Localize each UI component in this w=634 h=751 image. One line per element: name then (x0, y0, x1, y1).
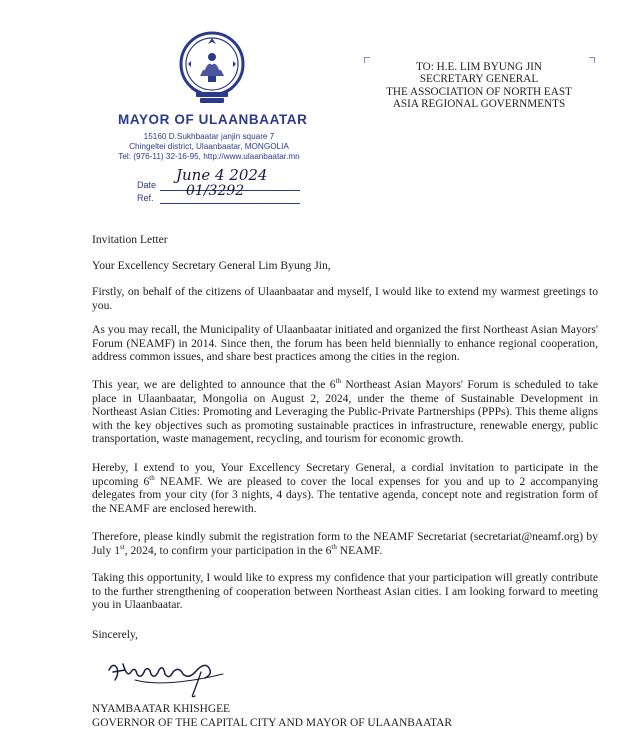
paragraph-forum-announcement (92, 378, 598, 446)
signatory-name: NYAMBAATAR KHISHGEE (92, 703, 230, 715)
superscript: th (335, 377, 342, 386)
text-run: , 2024, to confirm your participation in the 6 (124, 543, 332, 557)
text-run: NEAMF. (336, 543, 383, 557)
address-corner-mark (589, 57, 595, 63)
handwritten-signature (105, 658, 235, 700)
text-run: This year, we are delighted to announce that the 6 (92, 378, 336, 391)
paragraph-history: As you may recall, the Municipality of Ulaanbaatar initiated and organized the first Northeast Asian Mayors' Forum (NEAMF) in 2014. Since then, the forum has been held biennially to enhance regional cooperation, address common issues, and share best practices among the cities in the region. (92, 323, 598, 364)
text-run: Therefore, please kindly submit the registration form to the NEAMF Secretariat (secretariat@neamf.org) by July 1 (92, 530, 598, 557)
text-run: Hereby, I extend to you, Your Excellency Secretary General, a cordial invitation to participate in the upcoming 6 (92, 461, 598, 488)
address-line: Chingeltei district, Ulaanbaatar, MONGOLIA (129, 142, 289, 151)
superscript: th (149, 473, 155, 482)
closing: Sincerely, (92, 628, 138, 641)
paragraph-greeting: Firstly, on behalf of the citizens of Ulaanbaatar and myself, I would like to extend my warmest greetings to you. (92, 285, 598, 312)
letterhead-title: MAYOR OF ULAANBAATAR (118, 112, 308, 127)
address-line: Tel: (976-11) 32-16-95, http://www.ulaanbaatar.mn (118, 152, 300, 161)
salutation: Your Excellency Secretary General Lim Byung Jin, (92, 259, 331, 272)
date-label: Date (137, 180, 157, 190)
paragraph-registration (92, 530, 598, 557)
letterhead-address (114, 132, 304, 162)
handwritten-ref: 01/3292 (186, 183, 245, 199)
paragraph-closing-remarks: Taking this opportunity, I would like to express my confidence that your participation will greatly contribute to the further strengthening of cooperation between Northeast Asian cities. I am looking forward to meeting you in Ulaanbaatar. (92, 571, 598, 612)
recipient-line: SECRETARY GENERAL (419, 73, 539, 86)
recipient-line: ASIA REGIONAL GOVERNMENTS (392, 98, 566, 111)
text-run: Northeast Asian Mayors' Forum is scheduled to take place in Ulaanbaatar, Mongolia on August 2, 2024, under the theme of Sustainable Development in Northeast Asian Cities: Promoting and Leveraging the Public-Private Partnerships (PPPs). This theme aligns with the key objectives such as promoting sustainable practices in infrastructure, renewable energy, public transportation, waste management, recycling, and tourism for economic growth. (92, 378, 598, 446)
superscript: th (331, 542, 337, 551)
recipient-block (370, 61, 588, 111)
mongolia-state-emblem-icon (178, 30, 246, 106)
ref-label: Ref. (137, 193, 154, 203)
paragraph-invitation (92, 461, 598, 515)
recipient-line: TO: H.E. LIM BYUNG JIN (416, 61, 542, 73)
handwritten-date: June 4 2024 (176, 166, 268, 184)
letter-heading: Invitation Letter (92, 233, 168, 246)
address-line: 15160 D.Sukhbaatar janjin square 7 (143, 132, 275, 141)
superscript: st (120, 542, 125, 551)
signatory-title: GOVERNOR OF THE CAPITAL CITY AND MAYOR OF ULAANBAATAR (92, 717, 452, 729)
recipient-line: THE ASSOCIATION OF NORTH EAST (386, 85, 572, 98)
ref-underline (160, 203, 300, 204)
text-run: NEAMF. We are pleased to cover the local expenses for you and up to 2 accompanying delegates from your city (for 3 nights, 4 days). The tentative agenda, concept note and registration form of the NEAMF are enclosed herewith. (92, 474, 598, 515)
